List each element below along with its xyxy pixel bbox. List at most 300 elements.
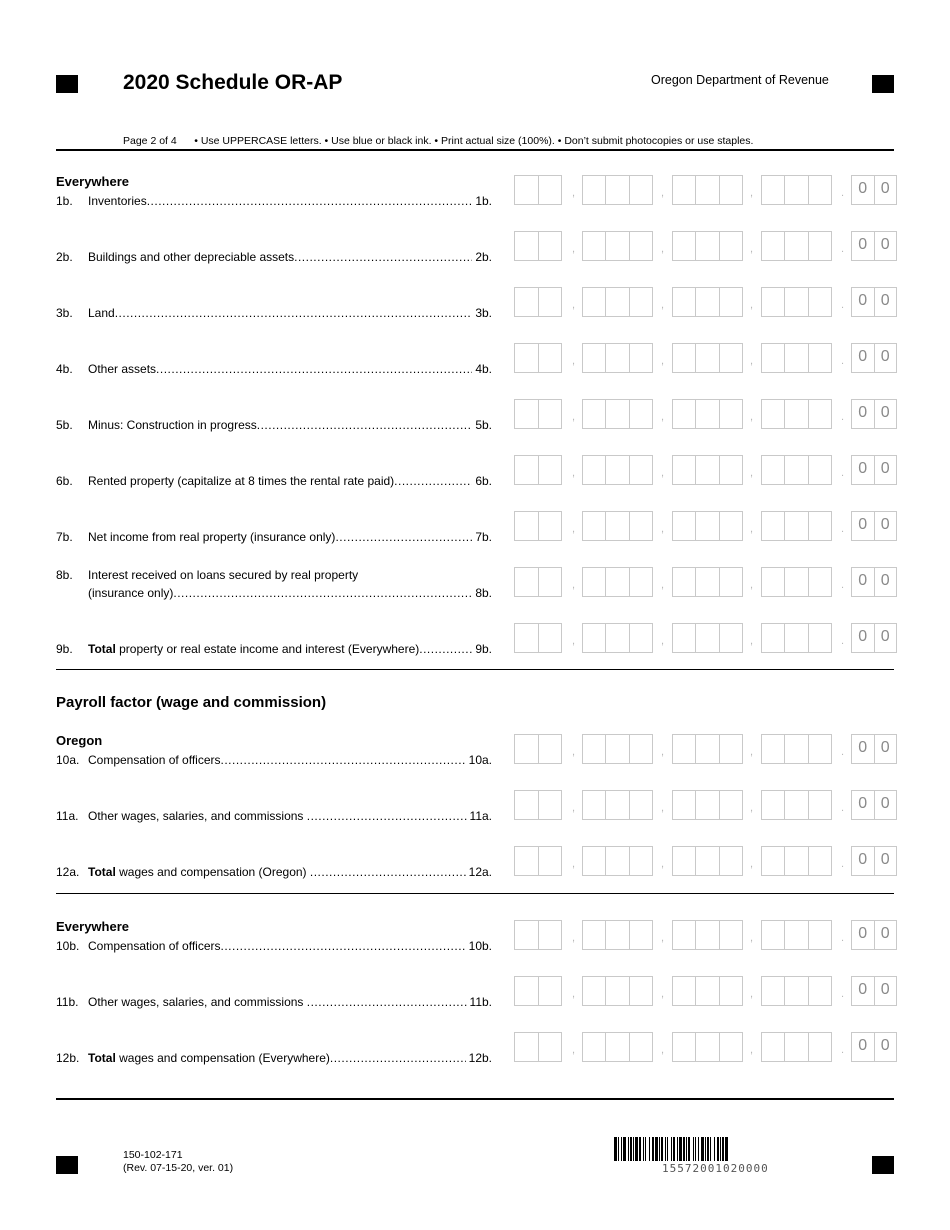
digit-box[interactable]: [515, 847, 539, 875]
digit-box[interactable]: [785, 512, 808, 540]
cents-digit[interactable]: 0: [852, 847, 875, 875]
digit-group[interactable]: [761, 623, 832, 653]
digit-box[interactable]: [630, 977, 652, 1005]
digit-box[interactable]: [539, 735, 562, 763]
digit-box[interactable]: [809, 921, 831, 949]
digit-group[interactable]: [514, 231, 562, 261]
digit-box[interactable]: [539, 1033, 562, 1061]
digit-group[interactable]: [582, 734, 653, 764]
digit-group[interactable]: [582, 287, 653, 317]
cents-digit[interactable]: 0: [852, 456, 875, 484]
cents-digit[interactable]: 0: [880, 348, 890, 365]
digit-box[interactable]: [606, 176, 629, 204]
digit-group[interactable]: [582, 1032, 653, 1062]
digit-box[interactable]: [809, 624, 831, 652]
digit-box[interactable]: [762, 568, 785, 596]
digit-group[interactable]: [514, 976, 562, 1006]
digit-box[interactable]: [809, 735, 831, 763]
digit-group[interactable]: [672, 175, 743, 205]
digit-group[interactable]: [761, 511, 832, 541]
digit-group[interactable]: [514, 623, 562, 653]
digit-box[interactable]: [762, 456, 785, 484]
digit-box[interactable]: [696, 1033, 719, 1061]
digit-box[interactable]: [696, 624, 719, 652]
digit-box[interactable]: [785, 977, 808, 1005]
digit-box[interactable]: [720, 568, 742, 596]
digit-box[interactable]: [539, 176, 562, 204]
digit-box[interactable]: [720, 791, 742, 819]
cents-digit[interactable]: 0: [852, 232, 875, 260]
digit-box[interactable]: [762, 176, 785, 204]
digit-box[interactable]: [515, 400, 539, 428]
digit-box[interactable]: [539, 400, 562, 428]
digit-group[interactable]: [672, 846, 743, 876]
cents-group[interactable]: [851, 175, 897, 205]
thousands-separator: ,: [572, 523, 576, 535]
digit-box[interactable]: [583, 344, 606, 372]
digit-box[interactable]: [720, 847, 742, 875]
digit-box[interactable]: [809, 847, 831, 875]
digit-box[interactable]: [673, 568, 696, 596]
digit-group[interactable]: [582, 976, 653, 1006]
amount-field[interactable]: [514, 175, 897, 205]
digit-group[interactable]: [761, 1032, 832, 1062]
digit-group[interactable]: [582, 175, 653, 205]
digit-box[interactable]: [762, 847, 785, 875]
digit-box[interactable]: [673, 624, 696, 652]
digit-box[interactable]: [583, 791, 606, 819]
digit-group[interactable]: [582, 567, 653, 597]
digit-box[interactable]: [720, 512, 742, 540]
digit-box[interactable]: [673, 456, 696, 484]
digit-box[interactable]: [583, 232, 606, 260]
digit-group[interactable]: [672, 790, 743, 820]
digit-box[interactable]: [785, 568, 808, 596]
digit-group[interactable]: [761, 343, 832, 373]
cents-digit[interactable]: 0: [852, 344, 875, 372]
digit-group[interactable]: [761, 455, 832, 485]
digit-box[interactable]: [630, 921, 652, 949]
digit-box[interactable]: [673, 232, 696, 260]
cents-group[interactable]: [851, 790, 897, 820]
digit-group[interactable]: [672, 976, 743, 1006]
digit-box[interactable]: [673, 400, 696, 428]
digit-box[interactable]: [539, 568, 562, 596]
cents-digit[interactable]: 0: [880, 292, 890, 309]
thousands-separator: ,: [750, 243, 754, 255]
digit-box[interactable]: [762, 344, 785, 372]
digit-box[interactable]: [583, 400, 606, 428]
digit-box[interactable]: [696, 232, 719, 260]
digit-box[interactable]: [762, 1033, 785, 1061]
cents-digit[interactable]: 0: [852, 288, 875, 316]
digit-box[interactable]: [630, 568, 652, 596]
digit-box[interactable]: [539, 791, 562, 819]
digit-group[interactable]: [582, 623, 653, 653]
digit-group[interactable]: [672, 287, 743, 317]
digit-box[interactable]: [809, 1033, 831, 1061]
digit-box[interactable]: [583, 176, 606, 204]
digit-box[interactable]: [539, 847, 562, 875]
digit-box[interactable]: [762, 288, 785, 316]
digit-box[interactable]: [630, 735, 652, 763]
digit-box[interactable]: [583, 568, 606, 596]
digit-box[interactable]: [583, 512, 606, 540]
digit-box[interactable]: [785, 400, 808, 428]
digit-box[interactable]: [720, 1033, 742, 1061]
cents-group[interactable]: [851, 920, 897, 950]
digit-box[interactable]: [515, 624, 539, 652]
cents-group[interactable]: [851, 287, 897, 317]
amount-field[interactable]: [514, 287, 897, 317]
cents-group[interactable]: [851, 455, 897, 485]
digit-group[interactable]: [514, 567, 562, 597]
cents-group[interactable]: [851, 343, 897, 373]
digit-box[interactable]: [720, 456, 742, 484]
digit-box[interactable]: [673, 1033, 696, 1061]
cents-group[interactable]: [851, 567, 897, 597]
cents-digit[interactable]: 0: [880, 925, 890, 942]
cents-digit[interactable]: 0: [852, 977, 875, 1005]
digit-box[interactable]: [673, 344, 696, 372]
digit-box[interactable]: [539, 624, 562, 652]
digit-box[interactable]: [630, 344, 652, 372]
cents-digit[interactable]: 0: [852, 791, 875, 819]
digit-box[interactable]: [606, 977, 629, 1005]
digit-group[interactable]: [582, 231, 653, 261]
digit-box[interactable]: [606, 344, 629, 372]
amount-field[interactable]: [514, 846, 897, 876]
digit-box[interactable]: [720, 176, 742, 204]
digit-box[interactable]: [673, 512, 696, 540]
digit-box[interactable]: [583, 288, 606, 316]
digit-box[interactable]: [583, 735, 606, 763]
cents-group[interactable]: [851, 623, 897, 653]
digit-box[interactable]: [785, 624, 808, 652]
digit-box[interactable]: [762, 400, 785, 428]
digit-box[interactable]: [762, 791, 785, 819]
digit-box[interactable]: [606, 568, 629, 596]
digit-group[interactable]: [514, 175, 562, 205]
digit-box[interactable]: [539, 512, 562, 540]
digit-box[interactable]: [696, 456, 719, 484]
digit-group[interactable]: [514, 920, 562, 950]
digit-box[interactable]: [673, 977, 696, 1005]
digit-box[interactable]: [606, 624, 629, 652]
digit-group[interactable]: [514, 343, 562, 373]
line-number: 3b.: [56, 306, 73, 320]
digit-box[interactable]: [515, 791, 539, 819]
digit-group[interactable]: [761, 846, 832, 876]
digit-group[interactable]: [672, 623, 743, 653]
digit-box[interactable]: [606, 512, 629, 540]
digit-box[interactable]: [720, 344, 742, 372]
digit-box[interactable]: [762, 232, 785, 260]
digit-group[interactable]: [514, 455, 562, 485]
digit-box[interactable]: [762, 624, 785, 652]
digit-group[interactable]: [514, 734, 562, 764]
digit-group[interactable]: [761, 790, 832, 820]
digit-box[interactable]: [785, 791, 808, 819]
amount-field[interactable]: [514, 455, 897, 485]
line-ref: 3b.: [472, 305, 492, 321]
digit-group[interactable]: [761, 567, 832, 597]
digit-group[interactable]: [514, 287, 562, 317]
digit-box[interactable]: [809, 512, 831, 540]
digit-box[interactable]: [720, 288, 742, 316]
digit-group[interactable]: [761, 920, 832, 950]
digit-box[interactable]: [630, 1033, 652, 1061]
cents-digit[interactable]: 0: [880, 236, 890, 253]
digit-box[interactable]: [606, 288, 629, 316]
digit-box[interactable]: [630, 512, 652, 540]
digit-group[interactable]: [672, 399, 743, 429]
cents-digit[interactable]: 0: [852, 921, 875, 949]
amount-field[interactable]: [514, 790, 897, 820]
digit-box[interactable]: [515, 456, 539, 484]
digit-group[interactable]: [582, 343, 653, 373]
digit-box[interactable]: [785, 288, 808, 316]
digit-group[interactable]: [672, 1032, 743, 1062]
digit-box[interactable]: [809, 288, 831, 316]
digit-box[interactable]: [720, 735, 742, 763]
digit-box[interactable]: [720, 624, 742, 652]
cents-digit[interactable]: 0: [852, 1033, 875, 1061]
barcode-bar: [693, 1137, 694, 1161]
line-label: [56, 529, 492, 545]
digit-box[interactable]: [696, 847, 719, 875]
cents-group[interactable]: [851, 846, 897, 876]
amount-field[interactable]: [514, 343, 897, 373]
digit-box[interactable]: [673, 735, 696, 763]
digit-group[interactable]: [582, 920, 653, 950]
digit-box[interactable]: [696, 176, 719, 204]
digit-box[interactable]: [515, 344, 539, 372]
digit-group[interactable]: [582, 790, 653, 820]
digit-box[interactable]: [630, 624, 652, 652]
cents-digit[interactable]: 0: [852, 176, 875, 204]
cents-digit[interactable]: 0: [880, 795, 890, 812]
cents-digit[interactable]: 0: [880, 981, 890, 998]
cents-digit[interactable]: 0: [880, 572, 890, 589]
digit-box[interactable]: [785, 176, 808, 204]
line-text: wages and compensation (Oregon): [115, 865, 310, 879]
digit-box[interactable]: [583, 1033, 606, 1061]
digit-group[interactable]: [514, 846, 562, 876]
cents-digit[interactable]: 0: [880, 628, 890, 645]
digit-box[interactable]: [809, 400, 831, 428]
digit-box[interactable]: [630, 791, 652, 819]
cents-digit[interactable]: 0: [852, 568, 875, 596]
digit-box[interactable]: [696, 344, 719, 372]
digit-box[interactable]: [630, 400, 652, 428]
digit-box[interactable]: [696, 791, 719, 819]
digit-group[interactable]: [672, 920, 743, 950]
amount-field[interactable]: [514, 511, 897, 541]
digit-box[interactable]: [583, 456, 606, 484]
digit-box[interactable]: [673, 176, 696, 204]
cents-digit[interactable]: 0: [852, 624, 875, 652]
amount-field[interactable]: [514, 399, 897, 429]
digit-box[interactable]: [515, 1033, 539, 1061]
digit-box[interactable]: [606, 456, 629, 484]
digit-box[interactable]: [809, 977, 831, 1005]
digit-box[interactable]: [762, 921, 785, 949]
cents-digit[interactable]: 0: [880, 404, 890, 421]
digit-box[interactable]: [515, 176, 539, 204]
digit-box[interactable]: [515, 735, 539, 763]
digit-box[interactable]: [630, 176, 652, 204]
digit-group[interactable]: [582, 455, 653, 485]
digit-box[interactable]: [696, 400, 719, 428]
amount-field[interactable]: [514, 1032, 897, 1062]
digit-box[interactable]: [696, 288, 719, 316]
digit-group[interactable]: [672, 231, 743, 261]
digit-box[interactable]: [606, 735, 629, 763]
digit-box[interactable]: [696, 977, 719, 1005]
digit-box[interactable]: [673, 791, 696, 819]
digit-box[interactable]: [630, 456, 652, 484]
digit-box[interactable]: [809, 344, 831, 372]
digit-box[interactable]: [673, 288, 696, 316]
amount-field[interactable]: [514, 734, 897, 764]
thousands-separator: ,: [572, 802, 576, 814]
digit-box[interactable]: [720, 400, 742, 428]
digit-box[interactable]: [539, 456, 562, 484]
digit-box[interactable]: [762, 512, 785, 540]
digit-group[interactable]: [761, 231, 832, 261]
digit-group[interactable]: [582, 846, 653, 876]
cents-digit[interactable]: 0: [852, 400, 875, 428]
digit-group[interactable]: [672, 567, 743, 597]
digit-box[interactable]: [696, 512, 719, 540]
digit-box[interactable]: [515, 921, 539, 949]
digit-group[interactable]: [514, 511, 562, 541]
digit-box[interactable]: [785, 735, 808, 763]
digit-box[interactable]: [673, 921, 696, 949]
digit-box[interactable]: [809, 232, 831, 260]
digit-box[interactable]: [539, 344, 562, 372]
digit-group[interactable]: [672, 455, 743, 485]
digit-box[interactable]: [785, 1033, 808, 1061]
digit-box[interactable]: [809, 568, 831, 596]
digit-box[interactable]: [583, 624, 606, 652]
digit-box[interactable]: [720, 977, 742, 1005]
amount-field[interactable]: [514, 976, 897, 1006]
cents-group[interactable]: [851, 1032, 897, 1062]
digit-group[interactable]: [761, 287, 832, 317]
digit-box[interactable]: [809, 456, 831, 484]
digit-box[interactable]: [785, 344, 808, 372]
digit-box[interactable]: [720, 921, 742, 949]
digit-box[interactable]: [539, 288, 562, 316]
cents-group[interactable]: [851, 734, 897, 764]
digit-box[interactable]: [785, 847, 808, 875]
cents-digit[interactable]: 0: [880, 739, 890, 756]
digit-box[interactable]: [630, 288, 652, 316]
digit-group[interactable]: [761, 734, 832, 764]
digit-group[interactable]: [514, 1032, 562, 1062]
digit-box[interactable]: [515, 568, 539, 596]
digit-box[interactable]: [606, 847, 629, 875]
digit-box[interactable]: [515, 232, 539, 260]
digit-box[interactable]: [539, 977, 562, 1005]
cents-group[interactable]: [851, 231, 897, 261]
digit-box[interactable]: [696, 921, 719, 949]
digit-box[interactable]: [583, 921, 606, 949]
digit-box[interactable]: [606, 400, 629, 428]
digit-box[interactable]: [583, 977, 606, 1005]
digit-box[interactable]: [809, 176, 831, 204]
digit-group[interactable]: [672, 343, 743, 373]
digit-box[interactable]: [606, 232, 629, 260]
decimal-separator: .: [841, 187, 845, 199]
cents-digit[interactable]: 0: [852, 735, 875, 763]
digit-group[interactable]: [761, 399, 832, 429]
digit-box[interactable]: [606, 791, 629, 819]
digit-box[interactable]: [606, 1033, 629, 1061]
digit-box[interactable]: [809, 791, 831, 819]
cents-digit[interactable]: 0: [880, 516, 890, 533]
digit-group[interactable]: [672, 511, 743, 541]
cents-digit[interactable]: 0: [880, 851, 890, 868]
digit-box[interactable]: [720, 232, 742, 260]
amount-field[interactable]: [514, 567, 897, 597]
digit-group[interactable]: [582, 399, 653, 429]
cents-digit[interactable]: 0: [880, 460, 890, 477]
digit-box[interactable]: [785, 456, 808, 484]
cents-group[interactable]: [851, 976, 897, 1006]
digit-group[interactable]: [761, 175, 832, 205]
digit-box[interactable]: [539, 921, 562, 949]
digit-box[interactable]: [630, 232, 652, 260]
cents-group[interactable]: [851, 399, 897, 429]
digit-box[interactable]: [515, 288, 539, 316]
header-divider: [56, 149, 894, 151]
digit-group[interactable]: [514, 790, 562, 820]
digit-box[interactable]: [606, 921, 629, 949]
cents-digit[interactable]: 0: [880, 1037, 890, 1054]
digit-box[interactable]: [515, 977, 539, 1005]
digit-box[interactable]: [762, 735, 785, 763]
digit-box[interactable]: [673, 847, 696, 875]
digit-group[interactable]: [672, 734, 743, 764]
digit-box[interactable]: [539, 232, 562, 260]
amount-field[interactable]: [514, 623, 897, 653]
digit-box[interactable]: [762, 977, 785, 1005]
digit-group[interactable]: [514, 399, 562, 429]
cents-group[interactable]: [851, 511, 897, 541]
decimal-separator: .: [841, 635, 845, 647]
digit-group[interactable]: [582, 511, 653, 541]
cents-digit[interactable]: 0: [880, 180, 890, 197]
amount-field[interactable]: [514, 920, 897, 950]
digit-box[interactable]: [785, 232, 808, 260]
barcode-bar: [639, 1137, 641, 1161]
digit-box[interactable]: [583, 847, 606, 875]
section-heading-oregon: Oregon: [56, 733, 103, 748]
digit-box[interactable]: [515, 512, 539, 540]
digit-group[interactable]: [761, 976, 832, 1006]
decimal-separator: .: [841, 1044, 845, 1056]
amount-field[interactable]: [514, 231, 897, 261]
digit-box[interactable]: [696, 568, 719, 596]
line-number: 10b.: [56, 939, 80, 953]
digit-box[interactable]: [696, 735, 719, 763]
digit-box[interactable]: [630, 847, 652, 875]
cents-digit[interactable]: 0: [852, 512, 875, 540]
digit-box[interactable]: [785, 921, 808, 949]
